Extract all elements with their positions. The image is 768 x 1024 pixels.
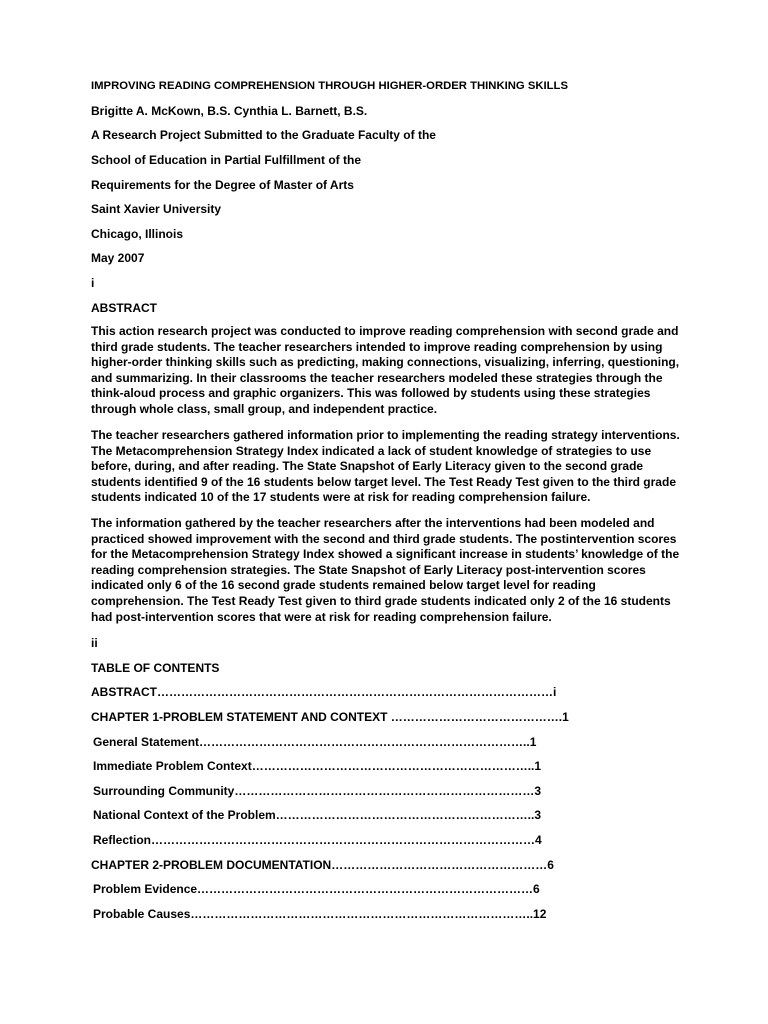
- toc-entry[interactable]: General Statement………………………………………………………………………..1: [93, 735, 537, 749]
- toc-entry[interactable]: CHAPTER 2-PROBLEM DOCUMENTATION………………………………………………6: [91, 858, 554, 872]
- toc-entry[interactable]: Immediate Problem Context……………………………………………………………..1: [93, 759, 542, 773]
- submission-line: Requirements for the Degree of Master of Arts: [91, 178, 354, 192]
- toc-entry[interactable]: CHAPTER 1-PROBLEM STATEMENT AND CONTEXT …………………………………….1: [91, 710, 569, 724]
- toc-entry[interactable]: ABSTRACT………………………………………………………………………………………i: [91, 685, 557, 699]
- toc-entry[interactable]: Problem Evidence…………………………………………………………………………6: [93, 882, 540, 896]
- location-line: Chicago, Illinois: [91, 227, 184, 241]
- toc-entry[interactable]: Surrounding Community…………………………………………………………………3: [93, 784, 541, 798]
- toc-entry[interactable]: Probable Causes…………………………………………………………………………..12: [93, 907, 547, 921]
- page-number-marker: ii: [91, 636, 98, 650]
- abstract-paragraph: This action research project was conducted to improve reading comprehension with second grade and third grade students. The teacher researchers intended to improve reading comprehension by using higher-order thinking skills such as predicting, making connections, visualizing, inferring, questioning, and summarizing. In their classrooms the teacher researchers modeled these strategies through the think-aloud process and graphic organizers. This was followed by students using these strategies through whole class, small group, and independent practice.: [91, 324, 680, 416]
- toc-entry[interactable]: Reflection……………………………………………………………………………………4: [93, 833, 542, 847]
- toc-heading: TABLE OF CONTENTS: [91, 661, 220, 675]
- university-line: Saint Xavier University: [91, 202, 222, 216]
- page-number-marker: i: [91, 276, 95, 290]
- abstract-heading: ABSTRACT: [91, 301, 157, 315]
- document-title: IMPROVING READING COMPREHENSION THROUGH HIGHER-ORDER THINKING SKILLS: [91, 80, 568, 92]
- abstract-paragraph: The teacher researchers gathered information prior to implementing the reading strategy interventions. The Metacomprehension Strategy Index indicated a lack of student knowledge of strategies to use before, during, and after reading. The State Snapshot of Early Literacy given to the second grade students identified 9 of the 16 students below target level. The Test Ready Test given to the third grade students indicated 10 of the 17 students were at risk for reading comprehension failure.: [91, 428, 680, 505]
- abstract-paragraph: The information gathered by the teacher researchers after the interventions had been modeled and practiced showed improvement with the second and third grade students. The postintervention scores for the Metacomprehension Strategy Index showed a significant increase in students’ knowledge of the reading comprehension strategies. The State Snapshot of Early Literacy post-intervention scores indicated only 6 of the 16 second grade students remained below target level for reading comprehension. The Test Ready Test given to third grade students indicated only 2 of the 16 students had post-intervention scores that were at risk for reading comprehension failure.: [91, 516, 680, 624]
- submission-line: A Research Project Submitted to the Graduate Faculty of the: [91, 128, 436, 142]
- date-line: May 2007: [91, 251, 145, 265]
- authors-line: Brigitte A. McKown, B.S. Cynthia L. Barnett, B.S.: [91, 104, 368, 118]
- toc-entry[interactable]: National Context of the Problem………………………………………………………..3: [93, 808, 542, 822]
- submission-line: School of Education in Partial Fulfillment of the: [91, 153, 362, 167]
